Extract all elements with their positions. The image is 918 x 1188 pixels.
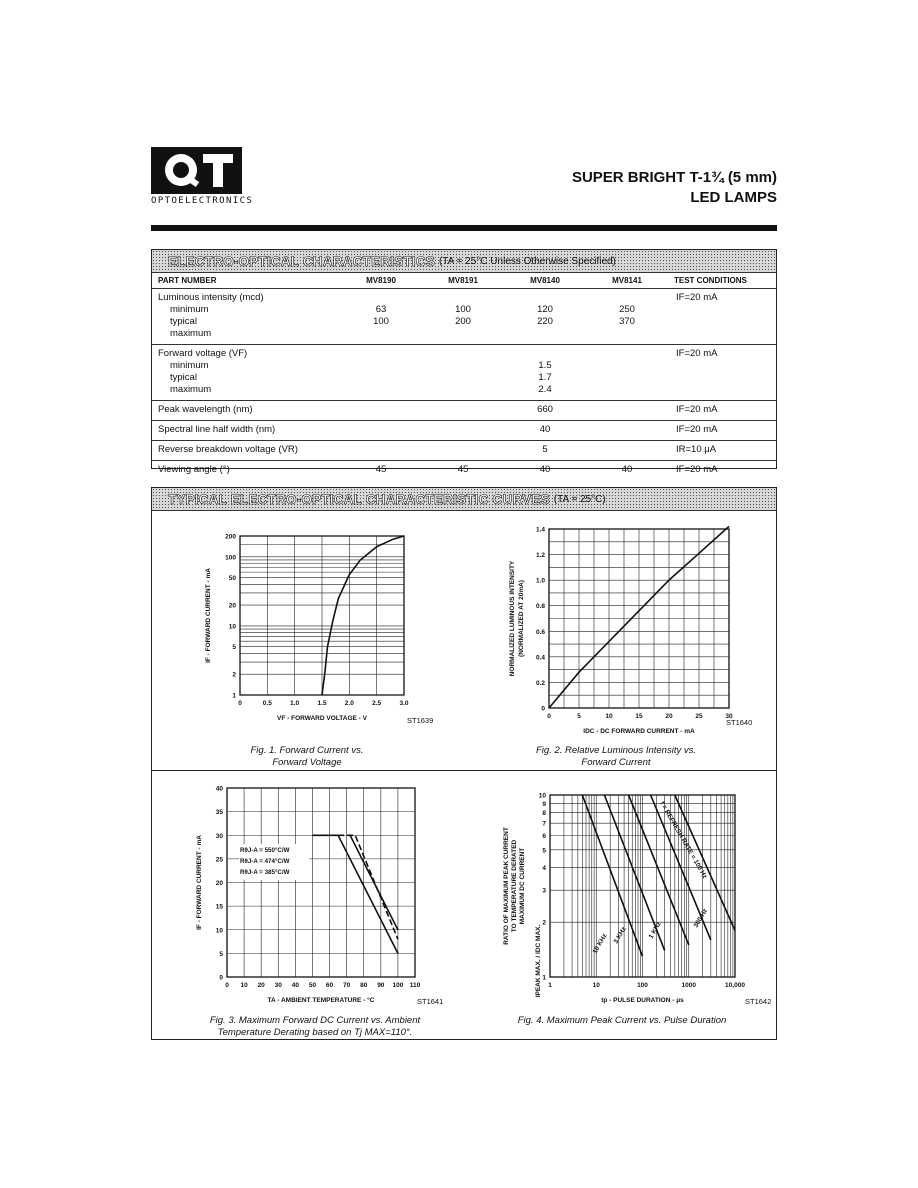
x-tick-label: 70 bbox=[343, 982, 351, 989]
curves-band-title: TYPICAL ELECTRO-OPTICAL CHARACTERISTIC CURVES bbox=[168, 491, 550, 507]
table-row bbox=[152, 316, 776, 328]
x-tick-label: 0.5 bbox=[262, 700, 272, 707]
x-tick-label: 15 bbox=[635, 713, 643, 720]
cell-value: 63 bbox=[375, 304, 387, 315]
y-tick-label: 1 bbox=[542, 974, 546, 982]
x-tick-label: 10 bbox=[605, 713, 613, 720]
y-tick-label: 6 bbox=[542, 832, 546, 840]
row-sublabel: minimum bbox=[170, 360, 209, 371]
table-row bbox=[152, 328, 776, 345]
x-tick-label: 110 bbox=[409, 982, 421, 989]
curves-band-condition: (TA = 25°C) bbox=[553, 493, 606, 505]
fig2-caption-line1: Fig. 2. Relative Luminous Intensity vs. bbox=[536, 745, 696, 756]
y-axis-ratio-label: IPEAK MAX. / IDC MAX. bbox=[535, 924, 542, 998]
cell-value: 5 bbox=[504, 441, 586, 461]
y-tick-label: 50 bbox=[228, 575, 236, 583]
row-sublabel: minimum bbox=[170, 304, 209, 315]
y-tick-label: 8 bbox=[542, 810, 546, 818]
y-tick-label: 20 bbox=[228, 602, 236, 610]
x-axis-label: IDC - DC FORWARD CURRENT - mA bbox=[583, 728, 695, 735]
x-tick-label: 40 bbox=[291, 982, 299, 989]
col-mv8140: MV8140 bbox=[504, 273, 586, 289]
title-line-2: LED LAMPS bbox=[690, 189, 777, 206]
row-label: Spectral line half width (nm) bbox=[152, 421, 340, 441]
y-tick-label: 5 bbox=[232, 644, 236, 652]
col-mv8190: MV8190 bbox=[340, 273, 422, 289]
x-tick-label: 3.0 bbox=[399, 700, 409, 707]
table-row bbox=[152, 461, 776, 477]
annotation-label: 1 KHz bbox=[647, 920, 663, 940]
y-tick-label: 10 bbox=[228, 623, 236, 631]
logo-caption: OPTOELECTRONICS bbox=[151, 196, 254, 206]
fig1-caption-line1: Fig. 1. Forward Current vs. bbox=[250, 745, 364, 756]
row-label: Reverse breakdown voltage (VR) bbox=[152, 441, 340, 461]
cell-value: 1.7 bbox=[538, 372, 552, 383]
company-logo bbox=[151, 147, 254, 211]
figure-code: ST1642 bbox=[745, 997, 772, 1006]
y-tick-label: 200 bbox=[225, 533, 236, 541]
row-sublabel: typical bbox=[170, 316, 197, 327]
y-tick-label: 1.0 bbox=[535, 577, 545, 585]
fig2-caption bbox=[466, 745, 766, 769]
logo-mark bbox=[151, 147, 242, 194]
y-tick-label: 30 bbox=[215, 832, 223, 840]
x-tick-label: 1000 bbox=[681, 982, 696, 989]
figure-code: ST1641 bbox=[417, 997, 444, 1006]
y-tick-label: 7 bbox=[542, 820, 546, 828]
x-tick-label: 1.5 bbox=[317, 700, 327, 707]
figure-code: ST1639 bbox=[407, 716, 434, 725]
y-tick-label: 20 bbox=[215, 880, 223, 887]
x-tick-label: 80 bbox=[360, 982, 368, 989]
y-tick-label: 0.4 bbox=[535, 654, 545, 662]
annotation-label: 10 KHz bbox=[591, 932, 609, 955]
row-label: Peak wavelength (nm) bbox=[152, 401, 340, 421]
curves-divider bbox=[152, 770, 776, 771]
logo-glyph bbox=[151, 147, 242, 194]
y-tick-label: 0 bbox=[541, 705, 545, 713]
annotation-label: 3 KHz bbox=[612, 925, 628, 945]
eo-header-row bbox=[152, 273, 776, 289]
cell-value: 40 bbox=[539, 464, 551, 475]
fig3-caption bbox=[160, 1015, 470, 1039]
fig3-caption-line2: Temperature Derating based on Tj MAX=110°. bbox=[217, 1027, 413, 1038]
y-tick-label: 1 bbox=[232, 692, 236, 700]
x-tick-label: 0 bbox=[547, 713, 551, 720]
y-tick-label: 4 bbox=[542, 864, 546, 872]
y-tick-label: 5 bbox=[219, 950, 223, 958]
series-line bbox=[582, 795, 642, 956]
cell-value: 2.4 bbox=[504, 384, 586, 401]
cell-value: 100 bbox=[455, 304, 471, 315]
y-axis-label: RATIO OF MAXIMUM PEAK CURRENT bbox=[503, 827, 510, 945]
table-row bbox=[152, 372, 776, 384]
col-mv8141: MV8141 bbox=[586, 273, 668, 289]
y-tick-label: 0.2 bbox=[535, 679, 545, 687]
cell-value: 120 bbox=[537, 304, 553, 315]
x-tick-label: 2.5 bbox=[372, 700, 382, 707]
fig2-chart bbox=[504, 524, 769, 739]
test-condition: IF=20 mA bbox=[668, 401, 776, 421]
y-tick-label: 1.4 bbox=[535, 526, 545, 534]
curves-band bbox=[152, 488, 776, 511]
cell-value: 40 bbox=[621, 464, 633, 475]
row-sublabel: typical bbox=[170, 372, 197, 383]
row-label: Viewing angle (°) bbox=[158, 464, 230, 475]
curves-section bbox=[151, 487, 777, 1040]
annotation-label: f = REFRESH RATE = 100 Hz bbox=[658, 800, 709, 880]
annotation-label: 300 Hz bbox=[692, 907, 710, 929]
y-axis-label-line3: MAXIMUM DC CURRENT bbox=[519, 847, 526, 925]
cell-value: 40 bbox=[504, 421, 586, 441]
cell-value: 220 bbox=[537, 316, 553, 327]
header-rule bbox=[151, 225, 777, 231]
y-tick-label: 40 bbox=[215, 785, 223, 793]
x-tick-label: 25 bbox=[695, 713, 703, 720]
annotation-label: RθJ-A = 550°C/W bbox=[240, 847, 290, 854]
fig1-chart bbox=[192, 524, 462, 739]
table-row bbox=[152, 289, 776, 305]
fig1-caption bbox=[157, 745, 457, 769]
y-tick-label: 2 bbox=[232, 671, 236, 679]
y-tick-label: 100 bbox=[225, 554, 236, 562]
cell-value: 1.5 bbox=[538, 360, 552, 371]
x-tick-label: 30 bbox=[274, 982, 282, 989]
fig3-chart bbox=[187, 781, 462, 1011]
table-row bbox=[152, 401, 776, 421]
y-tick-label: 1.2 bbox=[535, 552, 545, 560]
y-tick-label: 2 bbox=[542, 919, 546, 927]
cell-value: 200 bbox=[455, 316, 471, 327]
x-tick-label: 10,000 bbox=[725, 982, 745, 989]
y-tick-label: 35 bbox=[215, 809, 223, 817]
cell-value: 100 bbox=[373, 316, 389, 327]
table-row bbox=[152, 304, 776, 316]
title-line-1: SUPER BRIGHT T-1¾ (5 mm) bbox=[571, 169, 777, 186]
series-line bbox=[313, 835, 398, 953]
row-label: Luminous intensity (mcd) bbox=[158, 292, 264, 303]
x-tick-label: 100 bbox=[392, 982, 404, 989]
fig4-caption-line1: Fig. 4. Maximum Peak Current vs. Pulse Duration bbox=[517, 1015, 727, 1026]
table-row bbox=[152, 441, 776, 461]
y-tick-label: 25 bbox=[215, 856, 223, 864]
x-tick-label: 100 bbox=[637, 982, 648, 989]
y-tick-label: 0 bbox=[219, 974, 223, 982]
test-condition: IF=20 mA bbox=[676, 292, 718, 303]
x-axis-label: TA - AMBIENT TEMPERATURE - °C bbox=[267, 997, 375, 1004]
y-axis-label-line2: TO TEMPERATURE DERATED bbox=[511, 839, 518, 933]
x-tick-label: 1.0 bbox=[290, 700, 300, 707]
test-condition: IR=10 μA bbox=[668, 441, 776, 461]
figure-code: ST1640 bbox=[726, 718, 753, 727]
row-sublabel: maximum bbox=[152, 328, 340, 345]
test-condition: IF=20 mA bbox=[676, 348, 718, 359]
test-condition: IF=20 mA bbox=[668, 421, 776, 441]
fig3-caption-line1: Fig. 3. Maximum Forward DC Current vs. Ambient bbox=[209, 1015, 421, 1026]
table-row bbox=[152, 345, 776, 361]
x-tick-label: 50 bbox=[308, 982, 317, 989]
x-tick-label: 0 bbox=[225, 982, 229, 989]
col-test-conditions: TEST CONDITIONS bbox=[668, 273, 776, 289]
col-mv8191: MV8191 bbox=[422, 273, 504, 289]
eo-band-title: ELECTRO-OPTICAL CHARACTERISTICS bbox=[168, 253, 435, 269]
y-tick-label: 9 bbox=[542, 800, 546, 808]
annotation-label: RθJ-A = 385°C/W bbox=[240, 869, 290, 876]
fig4-caption bbox=[472, 1015, 772, 1027]
x-tick-label: 0 bbox=[238, 700, 242, 707]
fig1-caption-line2: Forward Voltage bbox=[272, 757, 342, 768]
cell-value: 250 bbox=[619, 304, 635, 315]
eo-table bbox=[152, 273, 776, 476]
row-sublabel: maximum bbox=[152, 384, 340, 401]
x-tick-label: 20 bbox=[257, 982, 265, 989]
y-axis-label: IF - FORWARD CURRENT - mA bbox=[205, 568, 212, 663]
x-tick-label: 90 bbox=[377, 982, 385, 989]
x-tick-label: 20 bbox=[665, 713, 673, 720]
x-tick-label: 10 bbox=[592, 982, 600, 989]
test-condition: IF=20 mA bbox=[676, 464, 718, 475]
x-tick-label: 60 bbox=[325, 982, 334, 989]
eo-band bbox=[152, 250, 776, 273]
row-label: Forward voltage (VF) bbox=[158, 348, 248, 359]
y-axis-label-line2: (NORMALIZED AT 20mA) bbox=[518, 580, 525, 657]
table-row bbox=[152, 360, 776, 372]
y-tick-label: 5 bbox=[542, 847, 546, 855]
y-tick-label: 3 bbox=[542, 887, 546, 895]
cell-value: 45 bbox=[375, 464, 387, 475]
cell-value: 45 bbox=[457, 464, 469, 475]
fig2-caption-line2: Forward Current bbox=[581, 757, 651, 768]
x-axis-label: tp - PULSE DURATION - μs bbox=[601, 997, 684, 1004]
y-tick-label: 0.6 bbox=[535, 628, 545, 636]
x-axis-label: VF - FORWARD VOLTAGE - V bbox=[277, 715, 367, 722]
y-tick-label: 10 bbox=[215, 927, 223, 935]
annotation-label: RθJ-A = 474°C/W bbox=[240, 858, 290, 865]
x-tick-label: 5 bbox=[577, 713, 581, 720]
y-tick-label: 15 bbox=[215, 903, 223, 911]
series-line bbox=[338, 835, 398, 939]
cell-value: 370 bbox=[619, 316, 635, 327]
eo-band-condition: (TA = 25°C Unless Otherwise Specified) bbox=[438, 255, 616, 267]
eo-characteristics-section bbox=[151, 249, 777, 475]
y-tick-label: 0.8 bbox=[535, 603, 545, 611]
y-tick-label: 10 bbox=[538, 792, 546, 800]
cell-value: 660 bbox=[504, 401, 586, 421]
col-part-number: PART NUMBER bbox=[152, 273, 340, 289]
x-tick-label: 1 bbox=[548, 982, 552, 989]
document-title bbox=[572, 168, 777, 208]
y-axis-label: IF - FORWARD CURRENT - mA bbox=[196, 835, 203, 930]
x-tick-label: 2.0 bbox=[344, 700, 354, 707]
fig4-chart bbox=[500, 781, 772, 1011]
x-tick-label: 30 bbox=[725, 713, 733, 720]
y-axis-label: NORMALIZED LUMINOUS INTENSITY bbox=[509, 560, 516, 677]
table-row bbox=[152, 384, 776, 401]
x-tick-label: 10 bbox=[240, 982, 248, 989]
table-row bbox=[152, 421, 776, 441]
